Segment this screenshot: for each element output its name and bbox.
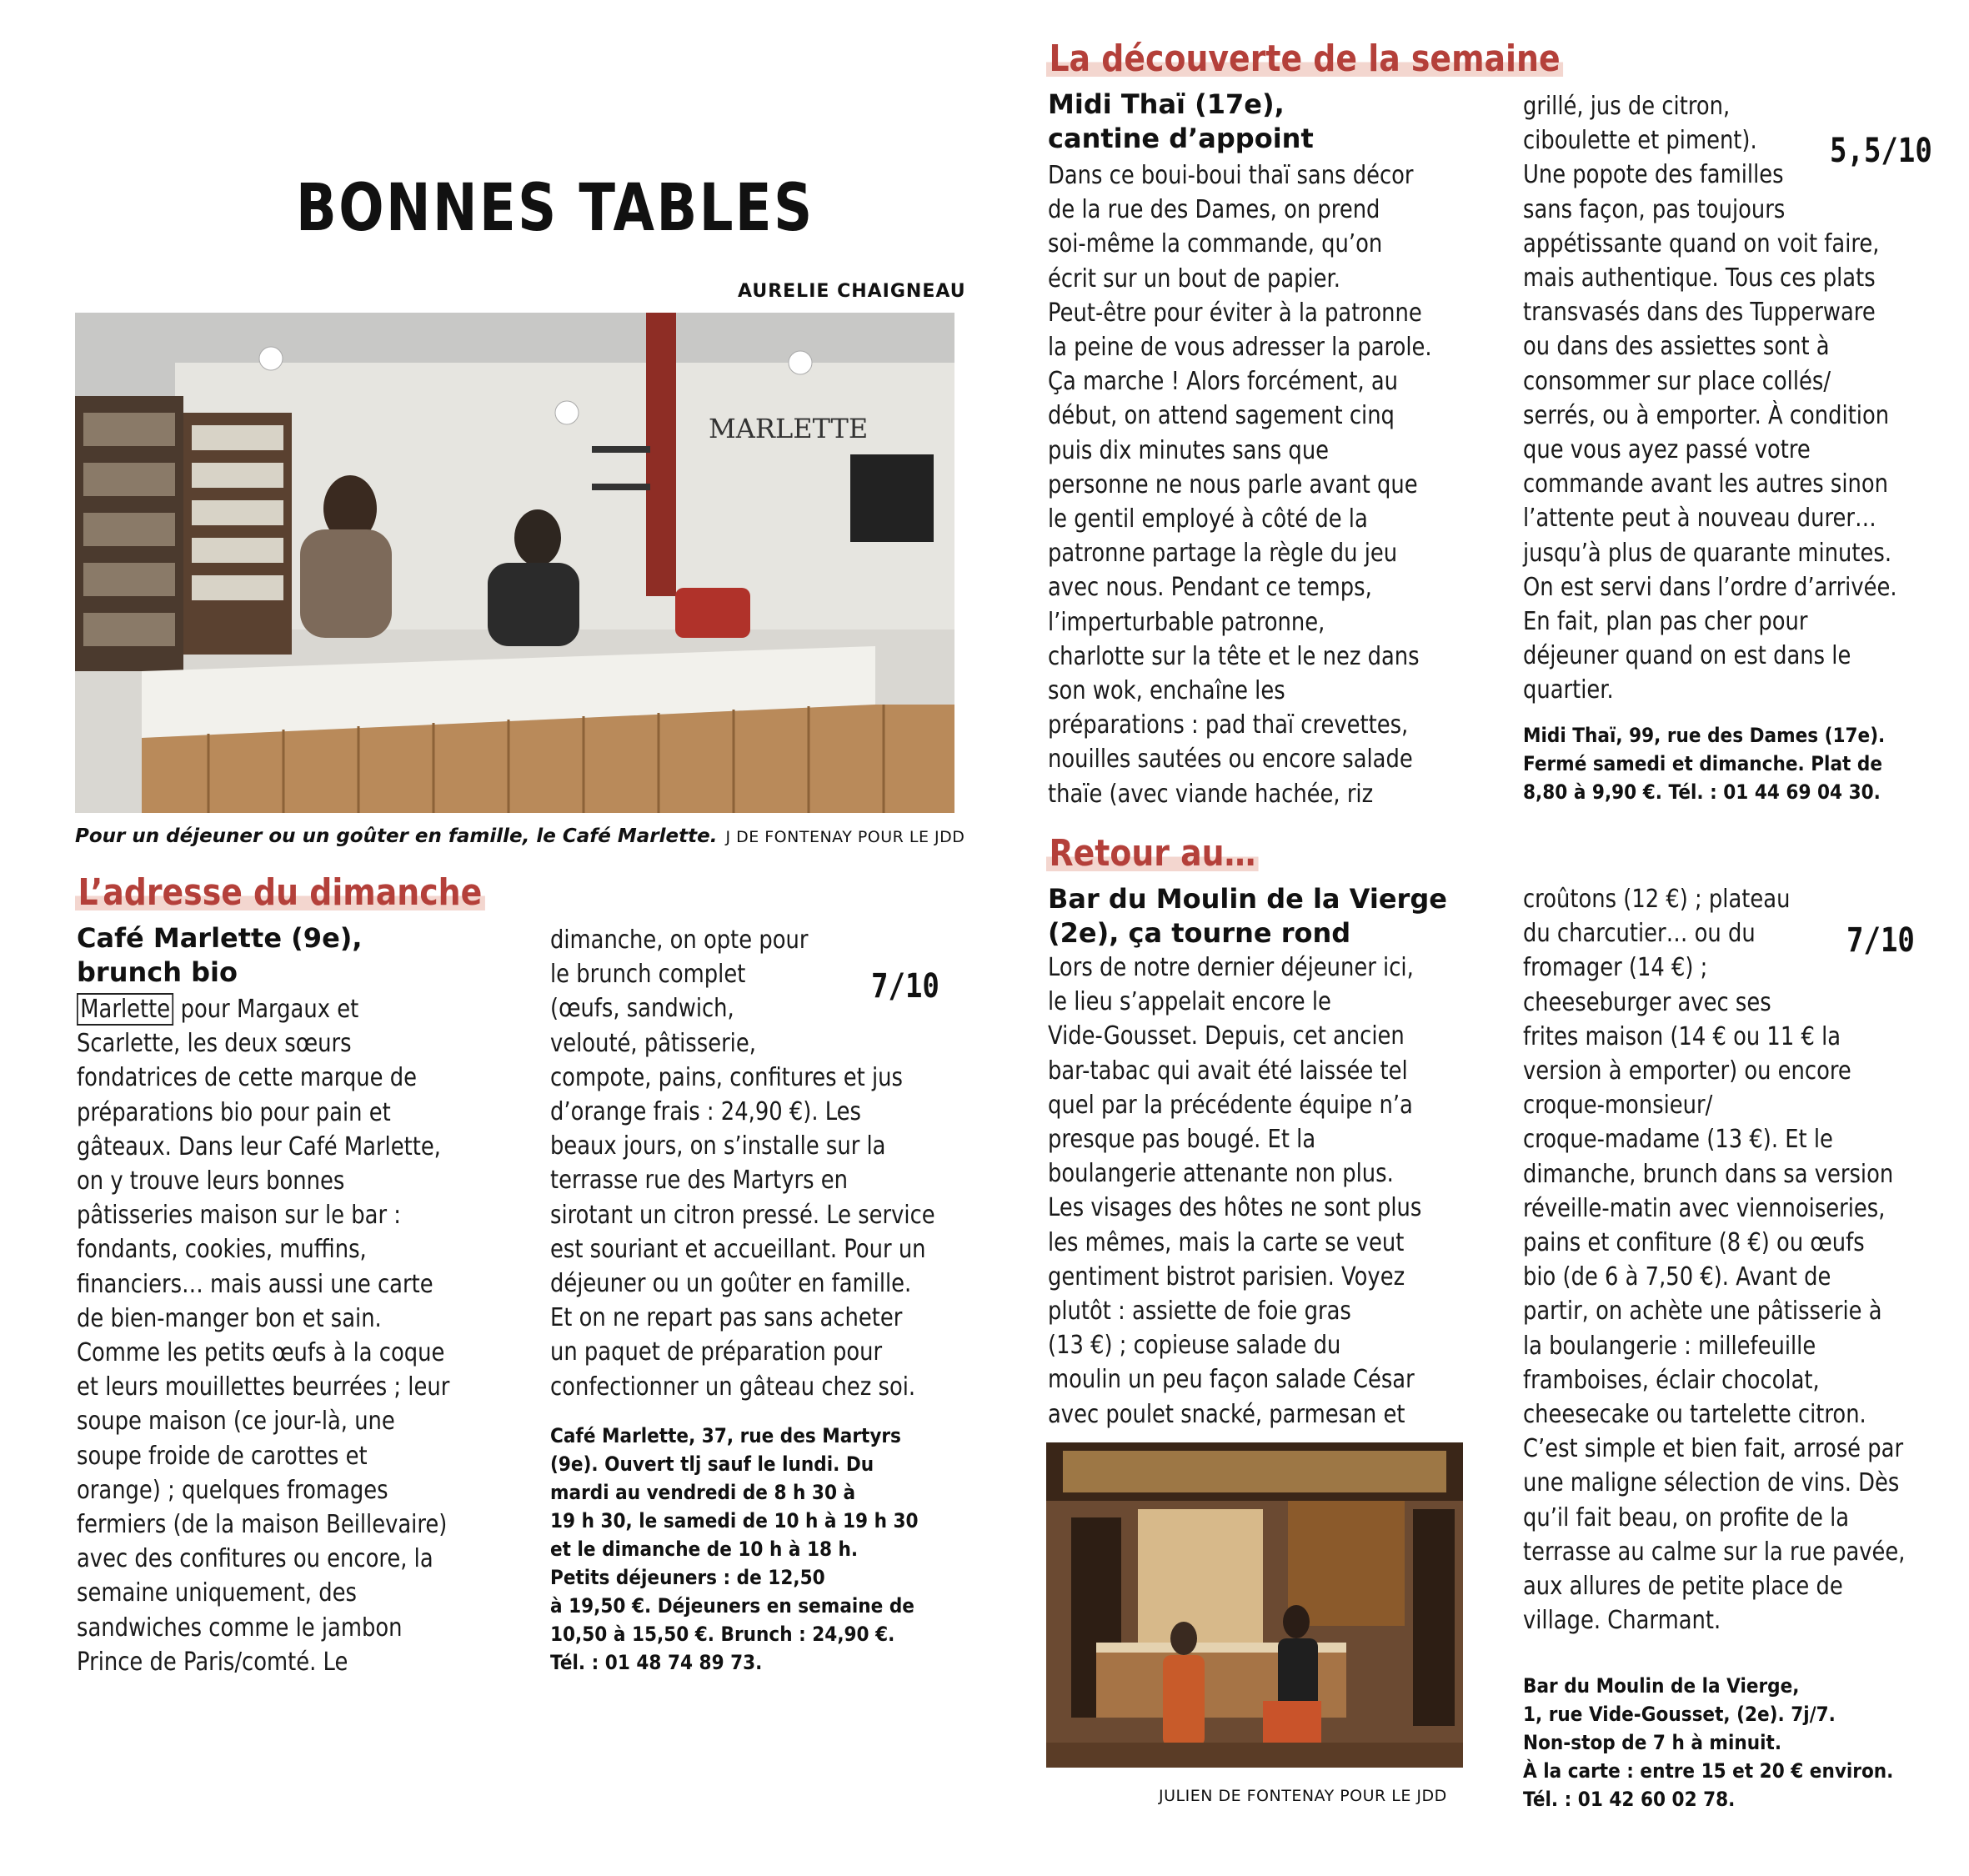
body-line: sirotant un citron pressé. Le service bbox=[550, 1200, 935, 1230]
body-line: terrasse au calme sur la rue pavée, bbox=[1523, 1537, 1906, 1567]
body-line: framboises, éclair chocolat, bbox=[1523, 1365, 1820, 1395]
title-line: cantine d’appoint bbox=[1048, 123, 1314, 154]
body-line: charlotte sur la tête et le nez dans bbox=[1048, 641, 1420, 671]
body-line: En fait, plan pas cher pour bbox=[1523, 607, 1808, 637]
body-line: On est servi dans l’ordre d’arrivée. bbox=[1523, 572, 1897, 602]
body-line: croque-madame (13 €). Et le bbox=[1523, 1125, 1833, 1155]
body-line: croûtons (12 €) ; plateau bbox=[1523, 885, 1791, 914]
body-line: beaux jours, on s’installe sur la bbox=[550, 1131, 886, 1161]
body-line: que vous ayez passé votre bbox=[1523, 435, 1811, 465]
info-line: Midi Thaï, 99, rue des Dames (17e). bbox=[1523, 724, 1886, 747]
body-line: avec nous. Pendant ce temps, bbox=[1048, 573, 1372, 603]
rating-midi-thai: 5,5/10 bbox=[1830, 132, 1932, 170]
body-line: transvasés dans des Tupperware bbox=[1523, 298, 1876, 328]
info-line: 8,80 à 9,90 €. Tél. : 01 44 69 04 30. bbox=[1523, 780, 1881, 804]
body-line: moulin un peu façon salade César bbox=[1048, 1365, 1415, 1395]
body-line: jusqu’à plus de quarante minutes. bbox=[1523, 538, 1892, 568]
photo-caption bbox=[75, 825, 964, 847]
body-line: nouilles sautées ou encore salade bbox=[1048, 745, 1413, 775]
body-line: personne ne nous parle avant que bbox=[1048, 469, 1418, 499]
info-line: À la carte : entre 15 et 20 € environ. bbox=[1523, 1759, 1894, 1783]
title-line: (2e), ça tourne rond bbox=[1048, 917, 1351, 949]
body-line: Les visages des hôtes ne sont plus bbox=[1048, 1193, 1422, 1223]
body-line: plutôt : assiette de foie gras bbox=[1048, 1297, 1351, 1327]
info-box-midi-thai bbox=[1523, 721, 1885, 806]
body-line: gentiment bistrot parisien. Voyez bbox=[1048, 1262, 1405, 1292]
body-line: velouté, pâtisserie, bbox=[550, 1028, 756, 1058]
body-line: orange) ; quelques fromages bbox=[77, 1475, 388, 1505]
body-line: Scarlette, les deux sœurs bbox=[77, 1029, 352, 1059]
boxed-word: Marlette bbox=[77, 993, 173, 1026]
info-line: (9e). Ouvert tlj sauf le lundi. Du bbox=[550, 1452, 874, 1476]
body-line: thaïe (avec viande hachée, riz bbox=[1048, 779, 1374, 809]
body-line: du charcutier… ou du bbox=[1523, 919, 1756, 949]
body-line: Prince de Paris/comté. Le bbox=[77, 1647, 348, 1677]
body-line: le lieu s’appelait encore le bbox=[1048, 987, 1331, 1017]
body-line: partir, on achète une pâtisserie à bbox=[1523, 1297, 1882, 1327]
body-line: (œufs, sandwich, bbox=[550, 994, 734, 1024]
section-heading-decouverte: La découverte de la semaine bbox=[1046, 38, 1563, 80]
body-line: gâteaux. Dans leur Café Marlette, bbox=[77, 1131, 441, 1161]
body-line: soupe froide de carottes et bbox=[77, 1441, 368, 1471]
body-line: semaine uniquement, des bbox=[77, 1578, 357, 1608]
body-line: confectionner un gâteau chez soi. bbox=[550, 1372, 916, 1402]
article-title-moulin-vierge bbox=[1048, 882, 1447, 951]
body-line: Vide-Gousset. Depuis, cet ancien bbox=[1048, 1021, 1405, 1051]
body-line: appétissante quand on voit faire, bbox=[1523, 228, 1880, 258]
info-line: 19 h 30, le samedi de 10 h à 19 h 30 bbox=[550, 1509, 919, 1532]
body-line: ciboulette et piment). bbox=[1523, 126, 1757, 156]
rating-moulin: 7/10 bbox=[1846, 921, 1915, 960]
info-line: mardi au vendredi de 8 h 30 à bbox=[550, 1481, 856, 1504]
article-title-marlette bbox=[77, 921, 363, 990]
section-heading-retour: Retour au… bbox=[1046, 832, 1259, 875]
body-line: d’orange frais : 24,90 €). Les bbox=[550, 1097, 861, 1127]
body-line: version à emporter) ou encore bbox=[1523, 1056, 1851, 1086]
info-line: Bar du Moulin de la Vierge, bbox=[1523, 1674, 1800, 1698]
body-line: pains et confiture (8 €) ou œufs bbox=[1523, 1228, 1865, 1258]
info-line: Café Marlette, 37, rue des Martyrs bbox=[550, 1424, 901, 1447]
body-line: Dans ce boui-boui thaï sans décor bbox=[1048, 161, 1414, 190]
body-line: presque pas bougé. Et la bbox=[1048, 1125, 1316, 1155]
body-line: dimanche, brunch dans sa version bbox=[1523, 1159, 1894, 1189]
article-body-moulin-col2 bbox=[1523, 882, 1905, 1638]
rating-marlette: 7/10 bbox=[871, 967, 939, 1006]
body-line: Lors de notre dernier déjeuner ici, bbox=[1048, 953, 1414, 982]
body-line: début, on attend sagement cinq bbox=[1048, 401, 1395, 431]
cafe-marlette-photo bbox=[75, 313, 954, 813]
body-line: bio (de 6 à 7,50 €). Avant de bbox=[1523, 1262, 1831, 1292]
body-line: aux allures de petite place de bbox=[1523, 1572, 1843, 1602]
body-line: financiers… mais aussi une carte bbox=[77, 1269, 433, 1299]
info-box-moulin bbox=[1523, 1672, 1893, 1813]
body-line: grillé, jus de citron, bbox=[1523, 92, 1731, 121]
bar-moulin-photo bbox=[1046, 1442, 1463, 1768]
body-line: les mêmes, mais la carte se veut bbox=[1048, 1227, 1405, 1257]
body-line: cheeseburger avec ses bbox=[1523, 987, 1771, 1017]
body-line: (13 €) ; copieuse salade du bbox=[1048, 1331, 1341, 1361]
body-line: croque-monsieur/ bbox=[1523, 1091, 1713, 1121]
body-line: le brunch complet bbox=[550, 960, 746, 990]
body-line: serrés, ou à emporter. À condition bbox=[1523, 400, 1890, 430]
body-line: fondants, cookies, muffins, bbox=[77, 1235, 367, 1265]
body-line: terrasse rue des Martyrs en bbox=[550, 1166, 848, 1196]
body-line: est souriant et accueillant. Pour un bbox=[550, 1234, 926, 1264]
photo-credit-moulin: JULIEN DE FONTENAY POUR LE JDD bbox=[1159, 1787, 1447, 1805]
body-line: Ça marche ! Alors forcément, au bbox=[1048, 367, 1399, 397]
body-line: qu’il fait beau, on profite de la bbox=[1523, 1502, 1850, 1532]
article-body-midi-thai-col2 bbox=[1523, 89, 1897, 708]
body-line: déjeuner ou un goûter en famille. bbox=[550, 1269, 912, 1299]
article-body-marlette-col1 bbox=[77, 992, 449, 1679]
body-line: quel par la précédente équipe n’a bbox=[1048, 1090, 1413, 1120]
body-line: boulangerie attenante non plus. bbox=[1048, 1159, 1394, 1189]
info-line: et le dimanche de 10 h à 18 h. bbox=[550, 1537, 859, 1561]
body-line: le gentil employé à côté de la bbox=[1048, 504, 1368, 534]
body-line: village. Charmant. bbox=[1523, 1606, 1721, 1636]
title-line: Café Marlette (9e), bbox=[77, 922, 363, 954]
info-line: à 19,50 €. Déjeuners en semaine de bbox=[550, 1594, 914, 1618]
article-body-midi-thai-col1 bbox=[1048, 158, 1432, 811]
body-line: déjeuner quand on est dans le bbox=[1523, 641, 1851, 671]
body-line-rest: pour Margaux et bbox=[173, 995, 359, 1024]
body-line: frites maison (14 € ou 11 € la bbox=[1523, 1021, 1841, 1051]
body-line: de bien-manger bon et sain. bbox=[77, 1303, 382, 1333]
info-box-marlette bbox=[550, 1422, 919, 1677]
info-line: 10,50 à 15,50 €. Brunch : 24,90 €. bbox=[550, 1623, 895, 1646]
body-line: réveille-matin avec viennoiseries, bbox=[1523, 1193, 1886, 1223]
body-line: quartier. bbox=[1523, 675, 1614, 705]
article-body-moulin-col1 bbox=[1048, 951, 1421, 1432]
body-line: fromager (14 €) ; bbox=[1523, 953, 1708, 983]
body-line: cheesecake ou tartelette citron. bbox=[1523, 1400, 1866, 1430]
body-line: on y trouve leurs bonnes bbox=[77, 1166, 345, 1196]
body-line: bar-tabac qui avait été laissée tel bbox=[1048, 1056, 1408, 1086]
body-line: Une popote des familles bbox=[1523, 160, 1784, 190]
body-line: pâtisseries maison sur le bar : bbox=[77, 1201, 401, 1231]
body-line: préparations bio pour pain et bbox=[77, 1097, 391, 1127]
body-line: sandwiches comme le jambon bbox=[77, 1613, 403, 1643]
body-line: l’attente peut à nouveau durer… bbox=[1523, 504, 1876, 534]
body-line: commande avant les autres sinon bbox=[1523, 469, 1889, 499]
body-line: patronne partage la règle du jeu bbox=[1048, 539, 1398, 569]
title-line: Midi Thaï (17e), bbox=[1048, 88, 1285, 120]
body-line: dimanche, on opte pour bbox=[550, 925, 809, 955]
body-line: la boulangerie : millefeuille bbox=[1523, 1331, 1816, 1361]
body-line: C’est simple et bien fait, arrosé par bbox=[1523, 1434, 1904, 1464]
marlette-sign: MARLETTE bbox=[709, 413, 869, 444]
body-line: mais authentique. Tous ces plats bbox=[1523, 263, 1876, 293]
body-line: et leurs mouillettes beurrées ; leur bbox=[77, 1372, 450, 1402]
body-line: un paquet de préparation pour bbox=[550, 1337, 883, 1367]
body-line: préparations : pad thaï crevettes, bbox=[1048, 710, 1409, 740]
body-line: de la rue des Dames, on prend bbox=[1048, 195, 1380, 225]
body-line: avec poulet snacké, parmesan et bbox=[1048, 1399, 1405, 1429]
body-line: Comme les petits œufs à la coque bbox=[77, 1338, 445, 1368]
body-line: puis dix minutes sans que bbox=[1048, 435, 1330, 465]
info-line: Tél. : 01 42 60 02 78. bbox=[1523, 1788, 1736, 1811]
body-line: consommer sur place collés/ bbox=[1523, 366, 1831, 396]
body-line: l’imperturbable patronne, bbox=[1048, 607, 1325, 637]
info-line: Petits déjeuners : de 12,50 bbox=[550, 1566, 825, 1589]
body-line: écrit sur un bout de papier. bbox=[1048, 263, 1340, 293]
body-line: avec des confitures ou encore, la bbox=[77, 1544, 433, 1574]
info-line: Tél. : 01 48 74 89 73. bbox=[550, 1651, 763, 1674]
article-title-midi-thai bbox=[1048, 88, 1314, 156]
caption-text: Pour un déjeuner ou un goûter en famille, le Café Marlette. bbox=[75, 825, 718, 847]
body-line: sans façon, pas toujours bbox=[1523, 194, 1786, 224]
body-line: Et on ne repart pas sans acheter bbox=[550, 1303, 903, 1333]
info-line: Fermé samedi et dimanche. Plat de bbox=[1523, 752, 1882, 775]
body-line: fondatrices de cette marque de bbox=[77, 1063, 417, 1093]
byline: AURELIE CHAIGNEAU bbox=[738, 281, 966, 302]
body-line: une maligne sélection de vins. Dès bbox=[1523, 1468, 1900, 1498]
body-line: compote, pains, confitures et jus bbox=[550, 1062, 903, 1092]
body-line: soi-même la commande, qu’on bbox=[1048, 229, 1383, 259]
title-line: brunch bio bbox=[77, 956, 238, 988]
body-line: Peut-être pour éviter à la patronne bbox=[1048, 298, 1422, 328]
body-line: soupe maison (ce jour-là, une bbox=[77, 1407, 395, 1437]
body-line: ou dans des assiettes sont à bbox=[1523, 332, 1830, 362]
info-line: Non-stop de 7 h à minuit. bbox=[1523, 1731, 1782, 1754]
page-title: BONNES TABLES bbox=[296, 171, 814, 246]
body-line bbox=[77, 992, 449, 1026]
title-line: Bar du Moulin de la Vierge bbox=[1048, 883, 1447, 915]
section-heading-dimanche: L’adresse du dimanche bbox=[75, 871, 485, 914]
body-line: la peine de vous adresser la parole. bbox=[1048, 333, 1432, 363]
info-line: 1, rue Vide-Gousset, (2e). 7j/7. bbox=[1523, 1703, 1836, 1726]
body-line: son wok, enchaîne les bbox=[1048, 676, 1285, 706]
photo-credit: J DE FONTENAY POUR LE JDD bbox=[725, 828, 965, 846]
body-line: fermiers (de la maison Beillevaire) bbox=[77, 1510, 448, 1540]
